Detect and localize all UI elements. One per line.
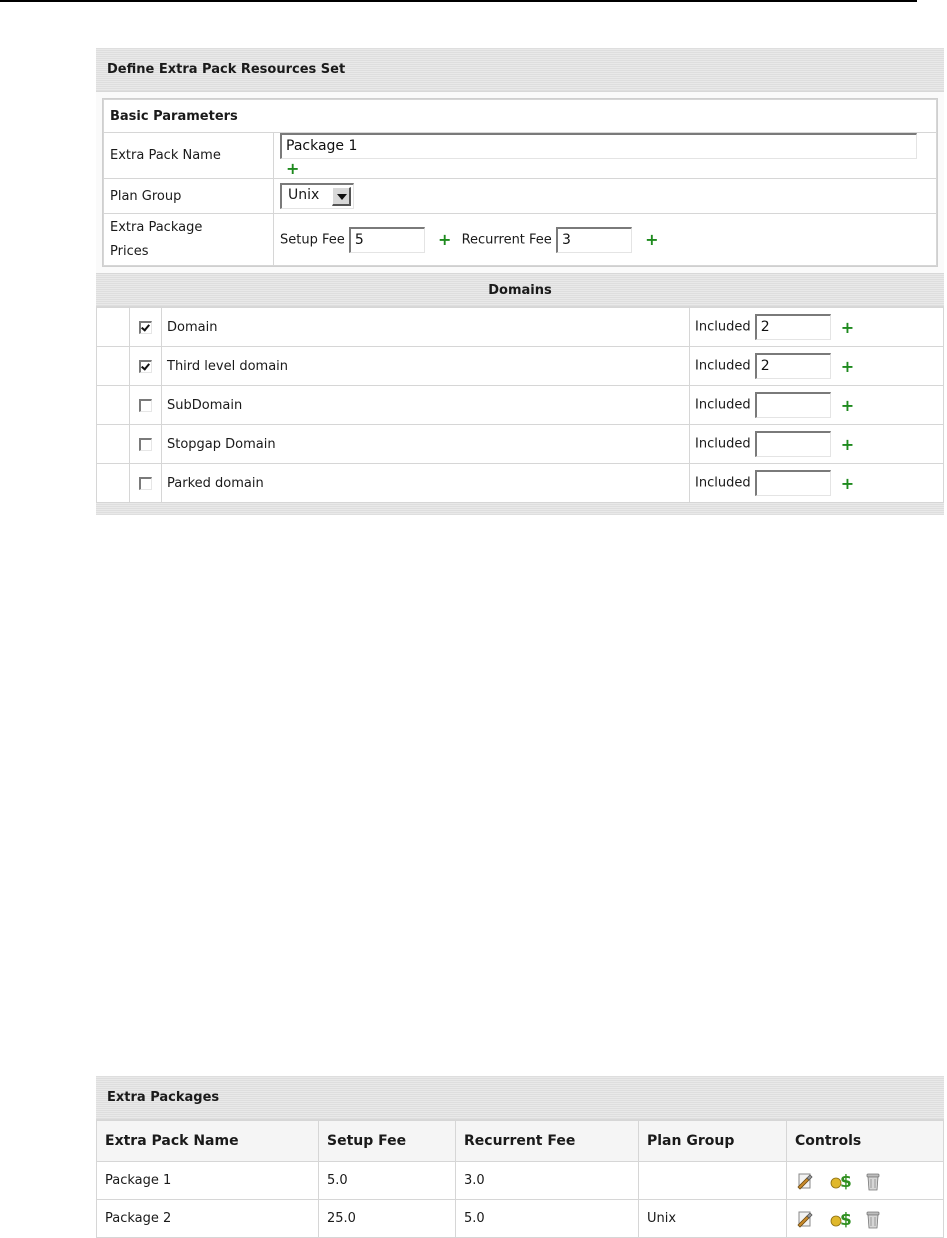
- cell-setup-fee: 25.0: [319, 1200, 456, 1238]
- cell-recurrent-fee: 3.0: [456, 1162, 639, 1200]
- table-row: [97, 1162, 944, 1200]
- included-input[interactable]: [755, 470, 831, 496]
- cell-pack-name: Package 2: [97, 1200, 319, 1238]
- included-add-icon[interactable]: +: [840, 395, 855, 415]
- col-plan-group[interactable]: Plan Group: [639, 1121, 787, 1162]
- cell-controls: [787, 1200, 944, 1238]
- domain-row: [97, 425, 944, 464]
- cell-setup-fee: 5.0: [319, 1162, 456, 1200]
- dropdown-arrow-icon[interactable]: [332, 187, 351, 206]
- domain-name: Third level domain: [162, 347, 690, 386]
- setup-fee-label: Setup Fee: [280, 232, 345, 247]
- extra-pack-name-label: Extra Pack Name: [104, 133, 274, 179]
- included-add-icon[interactable]: +: [840, 356, 855, 376]
- plan-group-label: Plan Group: [104, 179, 274, 214]
- extra-pack-name-input[interactable]: Package 1: [280, 133, 917, 159]
- domain-checkbox[interactable]: [139, 399, 152, 412]
- edit-icon[interactable]: [795, 1209, 815, 1229]
- basic-parameters-title: Basic Parameters: [104, 100, 937, 133]
- included-label: Included: [695, 397, 751, 413]
- included-label: Included: [695, 475, 751, 491]
- domain-name: Domain: [162, 308, 690, 347]
- domain-row-spacer: [97, 386, 130, 425]
- cell-controls: [787, 1162, 944, 1200]
- included-input[interactable]: 2: [755, 314, 831, 340]
- domain-checkbox[interactable]: [139, 477, 152, 490]
- domain-checkbox[interactable]: [139, 438, 152, 451]
- extra-package-prices-label: [104, 214, 274, 266]
- cell-plan-group: Unix: [639, 1200, 787, 1238]
- domain-row-spacer: [97, 308, 130, 347]
- plan-group-select[interactable]: [280, 183, 354, 209]
- domain-row: [97, 464, 944, 503]
- domain-row-spacer: [97, 347, 130, 386]
- recurrent-fee-label: Recurrent Fee: [461, 232, 552, 247]
- included-add-icon[interactable]: +: [840, 434, 855, 454]
- domain-row: [97, 386, 944, 425]
- domain-checkbox[interactable]: [139, 360, 152, 373]
- billing-icon[interactable]: [829, 1209, 852, 1230]
- extra-packages-panel: [96, 1076, 944, 1238]
- domain-row: [97, 347, 944, 386]
- table-row: [97, 1200, 944, 1238]
- define-extra-pack-panel: [96, 48, 944, 515]
- edit-icon[interactable]: [795, 1171, 815, 1191]
- domain-name: Stopgap Domain: [162, 425, 690, 464]
- trash-icon[interactable]: [863, 1171, 883, 1191]
- col-setup-fee[interactable]: Setup Fee: [319, 1121, 456, 1162]
- included-label: Included: [695, 358, 751, 374]
- recurrent-fee-input[interactable]: 3: [556, 227, 632, 253]
- setup-fee-input[interactable]: 5: [349, 227, 425, 253]
- included-add-icon[interactable]: +: [840, 317, 855, 337]
- cell-recurrent-fee: 5.0: [456, 1200, 639, 1238]
- top-divider: [0, 0, 917, 2]
- basic-parameters-section: [102, 98, 938, 267]
- col-recurrent-fee[interactable]: Recurrent Fee: [456, 1121, 639, 1162]
- prices-label-line-1: Extra Package: [110, 219, 203, 235]
- included-input[interactable]: 2: [755, 353, 831, 379]
- setup-fee-add-icon[interactable]: +: [438, 230, 452, 249]
- domain-row-spacer: [97, 464, 130, 503]
- prices-label-line-2: Prices: [110, 243, 149, 259]
- panel-footer: [96, 503, 944, 515]
- included-input[interactable]: [755, 431, 831, 457]
- domain-row: [97, 308, 944, 347]
- plan-group-selected-value: Unix: [288, 187, 320, 203]
- col-controls: Controls: [787, 1121, 944, 1162]
- included-label: Included: [695, 436, 751, 452]
- trash-icon[interactable]: [863, 1209, 883, 1229]
- included-label: Included: [695, 319, 751, 335]
- included-input[interactable]: [755, 392, 831, 418]
- extra-pack-name-add-icon[interactable]: +: [286, 159, 300, 178]
- domain-row-spacer: [97, 425, 130, 464]
- domains-section-title: Domains: [96, 273, 944, 307]
- domains-table: [96, 307, 944, 503]
- domain-name: Parked domain: [162, 464, 690, 503]
- svg-text:$: $: [840, 1209, 852, 1230]
- domain-checkbox[interactable]: [139, 321, 152, 334]
- domain-name: SubDomain: [162, 386, 690, 425]
- panel-title: Define Extra Pack Resources Set: [96, 48, 944, 92]
- extra-packages-title: Extra Packages: [96, 1076, 944, 1120]
- cell-pack-name: Package 1: [97, 1162, 319, 1200]
- recurrent-fee-add-icon[interactable]: +: [645, 230, 659, 249]
- cell-plan-group: [639, 1162, 787, 1200]
- svg-text:$: $: [840, 1171, 852, 1192]
- billing-icon[interactable]: [829, 1171, 852, 1192]
- col-extra-pack-name[interactable]: Extra Pack Name: [97, 1121, 319, 1162]
- included-add-icon[interactable]: +: [840, 473, 855, 493]
